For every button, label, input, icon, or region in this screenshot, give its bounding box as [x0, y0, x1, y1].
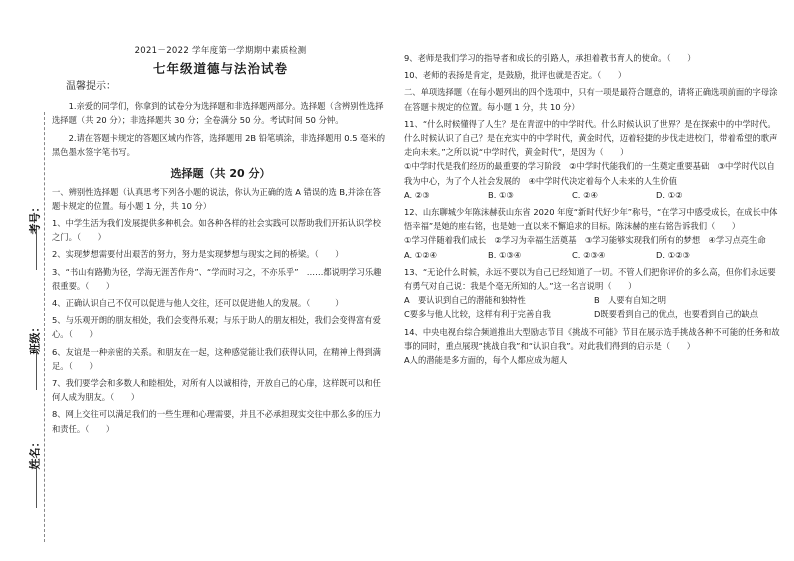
option-d[interactable]: D既要看到自己的优点，也要看到自己的缺点 [594, 309, 759, 320]
question-12-options [404, 248, 782, 262]
option-c[interactable]: C. ②③④ [572, 249, 606, 260]
option-d[interactable]: D. ①② [656, 189, 683, 200]
question-8: 8、网上交往可以满足我们的一些生理和心理需要，并且不必承担现实交往中那么多的压力和责任。（ ） [52, 409, 381, 434]
question-11-statements: ①中学时代是我们经历的最重要的学习阶段 ②中学时代能我们的一生奠定重要基础 ③中学时代以自我为中心，为了个人社会发展的 ④中学时代决定着每个人未来的人生价值 [404, 161, 775, 186]
section-choice-title: 选择题（共 20 分） [170, 167, 271, 181]
question-7: 7、我们要学会和多数人和睦相处，对所有人以诚相待，开放自己的心扉，这样既可以和任何人成为朋友。（ ） [52, 378, 381, 403]
name-label: 姓名： [28, 436, 42, 470]
option-c[interactable]: C. ②④ [572, 189, 598, 200]
question-13: 13、“无论什么时候，永远不要以为自己已经知道了一切。不管人们把你评价的多么高，但你们永远要有勇气对自己说：我是个毫无所知的人。”这一名言说明（ ） [404, 266, 776, 292]
option-a[interactable]: A 要认识到自己的潜能和独特性 [404, 295, 526, 306]
question-5: 5、与乐观开朗的朋友相处，我们会变得乐观；与乐于助人的朋友相处，我们会变得富有爱心。（ ） [52, 315, 381, 340]
question-11: 11、“什么时候懂得了人生？是在青涩中的中学时代。什么时候认识了世界？是在探索中的中学时代。什么时候认识了自己？是在充实中的中学时代，黄金时代，迈着轻捷的步伐走进校门，带着希望的歌声走向未来。”之所以说“中学时代，黄金时代”，是因为（ ） [404, 118, 778, 158]
option-b[interactable]: B. ①③④ [488, 249, 522, 260]
binding-margin [10, 0, 52, 561]
question-1: 1、中学生活为我们发展提供多种机会。如各种各样的社会实践可以帮助我们开拓认识学校之门。（ ） [52, 218, 381, 243]
question-14: 14、中央电视台综合频道推出大型励志节目《挑战不可能》节目在展示选手挑战各种不可能的任务和故事的同时，重点展现“挑战自我”和“认识自我”。对此我们得到的启示是（ ） [404, 326, 780, 351]
name-field[interactable] [36, 468, 37, 508]
exam-number-label: 考号： [28, 201, 42, 235]
question-4: 4、正确认识自己不仅可以促进与他人交往，还可以促进他人的发展。（ ） [52, 298, 344, 309]
question-13-options-ab [404, 293, 782, 307]
option-b[interactable]: B. ①③ [488, 189, 514, 200]
right-column [404, 48, 782, 367]
exam-term: 2021－2022 学年度第一学期期中素质检测 [134, 46, 307, 56]
option-a[interactable]: A人的潜能是多方面的，每个人都应成为超人 [404, 355, 568, 366]
question-9: 9、老师是我们学习的指导者和成长的引路人，承担着教书育人的使命。（ ） [404, 53, 696, 63]
part2-intro: 二、单项选择题（在每小题列出的四个选项中，只有一项是最符合题意的，请将正确选项前面的字母涂在答题卡规定的位置。每小题 1 分，共 10 分） [404, 87, 778, 112]
option-a[interactable]: A. ①②④ [404, 249, 438, 260]
exam-number-field[interactable] [36, 230, 37, 270]
tip-2: 2.请在答题卡规定的答题区域内作答，选择题用 2B 铅笔填涂，非选择题用 0.5 毫米的黑色墨水签字笔书写。 [52, 133, 386, 158]
option-c[interactable]: C要多与他人比较，这样有利于完善自我 [404, 309, 551, 320]
part1-intro: 一、辨别性选择题（认真思考下列各小题的说法，你认为正确的选 A 错误的选 B,并涂在答题卡规定的位置。每小题 1 分，共 10 分） [52, 186, 381, 211]
question-6: 6、友谊是一种亲密的关系。和朋友在一起，这种感觉能让我们获得认同，在精神上得到满足。（ ） [52, 346, 381, 371]
option-d[interactable]: D. ①②③ [656, 249, 690, 260]
question-3: 3、“书山有路勤为径，学海无涯苦作舟”、“学而时习之，不亦乐乎” ……都说明学习乐趣很重要。（ ） [52, 266, 382, 291]
tip-1: 1.亲爱的同学们，你拿到的试卷分为选择题和非选择题两部分。选择题（含辨别性选择选择题（共 20 分）；非选择题共 30 分；全卷满分 50 分。考试时间 50 分钟。 [52, 100, 384, 125]
left-column [52, 0, 389, 436]
exam-title: 七年级道德与法治试卷 [152, 61, 288, 77]
class-field[interactable] [36, 350, 37, 390]
question-10: 10、老师的表扬是肯定，是鼓励，批评也就是否定。（ ） [404, 70, 627, 81]
cut-line [44, 112, 45, 542]
question-11-options [404, 188, 782, 202]
option-b[interactable]: B 人要有自知之明 [594, 295, 667, 306]
question-12-statements: ①学习伴随着我们成长 ②学习为幸福生活奠基 ③学习能够实现我们所有的梦想 ④学习点亮生命 [404, 235, 766, 246]
question-2: 2、实现梦想需要付出艰苦的努力，努力是实现梦想与现实之间的桥梁。（ ） [52, 249, 344, 260]
option-a[interactable]: A. ②③ [404, 189, 430, 200]
question-13-options-cd [404, 307, 782, 321]
question-12: 12、山东聊城少年陈沫赫获山东省 2020 年度“新时代好少年”称号，“在学习中感受成长，在成长中体悟幸福”是她的座右铭，也是她一直以来不懈追求的目标。陈沫赫的座右铭告诉我们（ ） [404, 207, 778, 232]
class-label: 班级： [28, 321, 42, 355]
tips-label: 温馨提示： [66, 81, 116, 93]
